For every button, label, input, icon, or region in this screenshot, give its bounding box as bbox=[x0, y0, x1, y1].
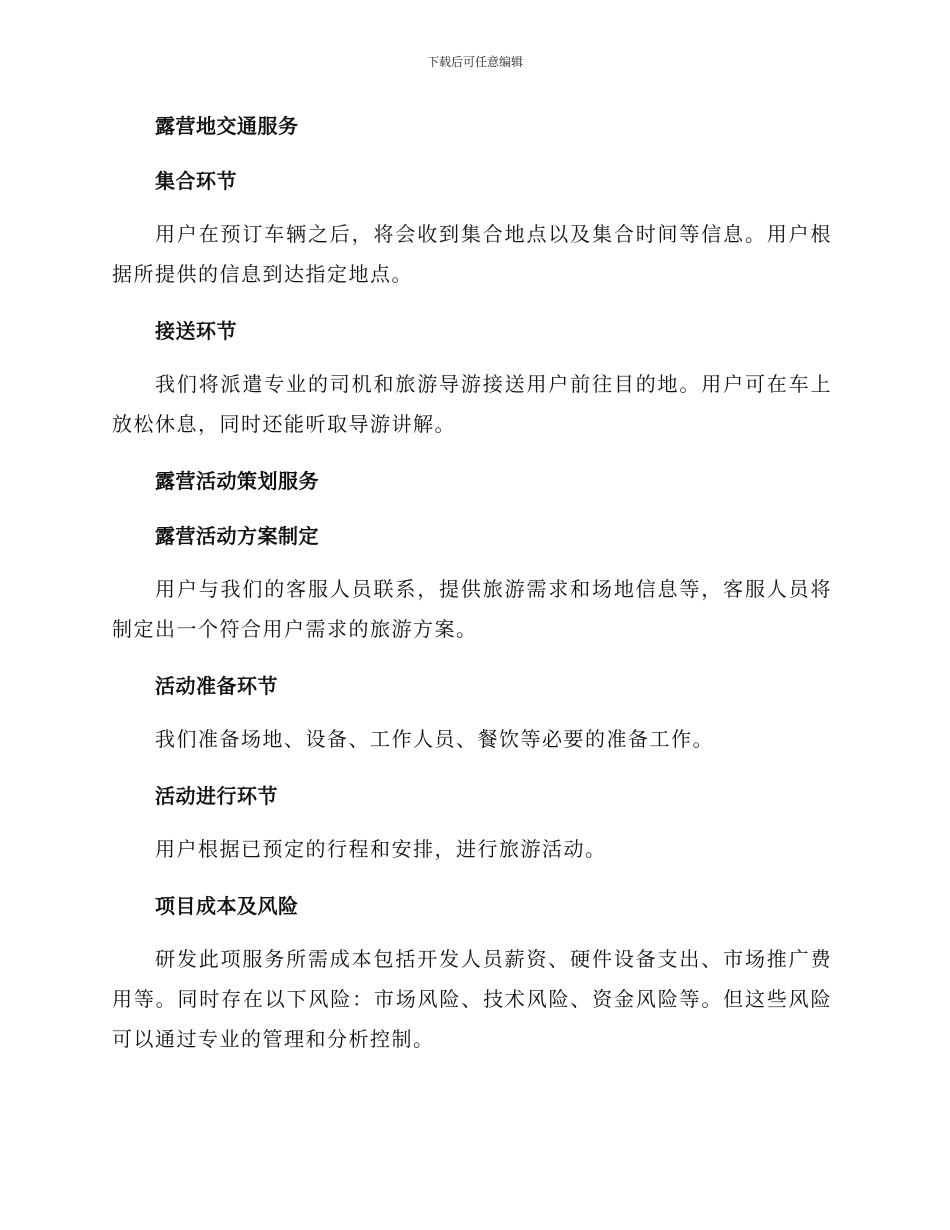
paragraph-cost-risk: 研发此项服务所需成本包括开发人员薪资、硬件设备支出、市场推广费用等。同时存在以下风险：市场风险、技术风险、资金风险等。但这些风险可以通过专业的管理和分析控制。 bbox=[112, 947, 832, 1051]
subheading-shuttle: 接送环节 bbox=[155, 319, 237, 343]
paragraph-preparation: 我们准备场地、设备、工作人员、餐饮等必要的准备工作。 bbox=[155, 727, 714, 751]
paragraph-plan-making: 用户与我们的客服人员联系，提供旅游需求和场地信息等，客服人员将制定出一个符合用户需求的旅游方案。 bbox=[112, 577, 832, 641]
section-heading-activity-planning: 露营活动策划服务 bbox=[155, 469, 319, 493]
subheading-gathering: 集合环节 bbox=[155, 169, 237, 193]
subheading-plan-making: 露营活动方案制定 bbox=[155, 524, 319, 548]
document-body bbox=[112, 108, 832, 1059]
section-heading-cost-risk: 项目成本及风险 bbox=[155, 894, 299, 918]
page-header-note: 下载后可任意编辑 bbox=[426, 55, 523, 69]
paragraph-execution: 用户根据已预定的行程和安排，进行旅游活动。 bbox=[155, 837, 607, 861]
paragraph-gathering: 用户在预订车辆之后，将会收到集合地点以及集合时间等信息。用户根据所提供的信息到达指定地点。 bbox=[112, 222, 832, 286]
paragraph-shuttle: 我们将派遣专业的司机和旅游导游接送用户前往目的地。用户可在车上放松休息，同时还能听取导游讲解。 bbox=[112, 372, 832, 436]
subheading-preparation: 活动准备环节 bbox=[155, 674, 278, 698]
subheading-execution: 活动进行环节 bbox=[155, 784, 278, 808]
section-heading-camp-transport: 露营地交通服务 bbox=[155, 114, 299, 138]
